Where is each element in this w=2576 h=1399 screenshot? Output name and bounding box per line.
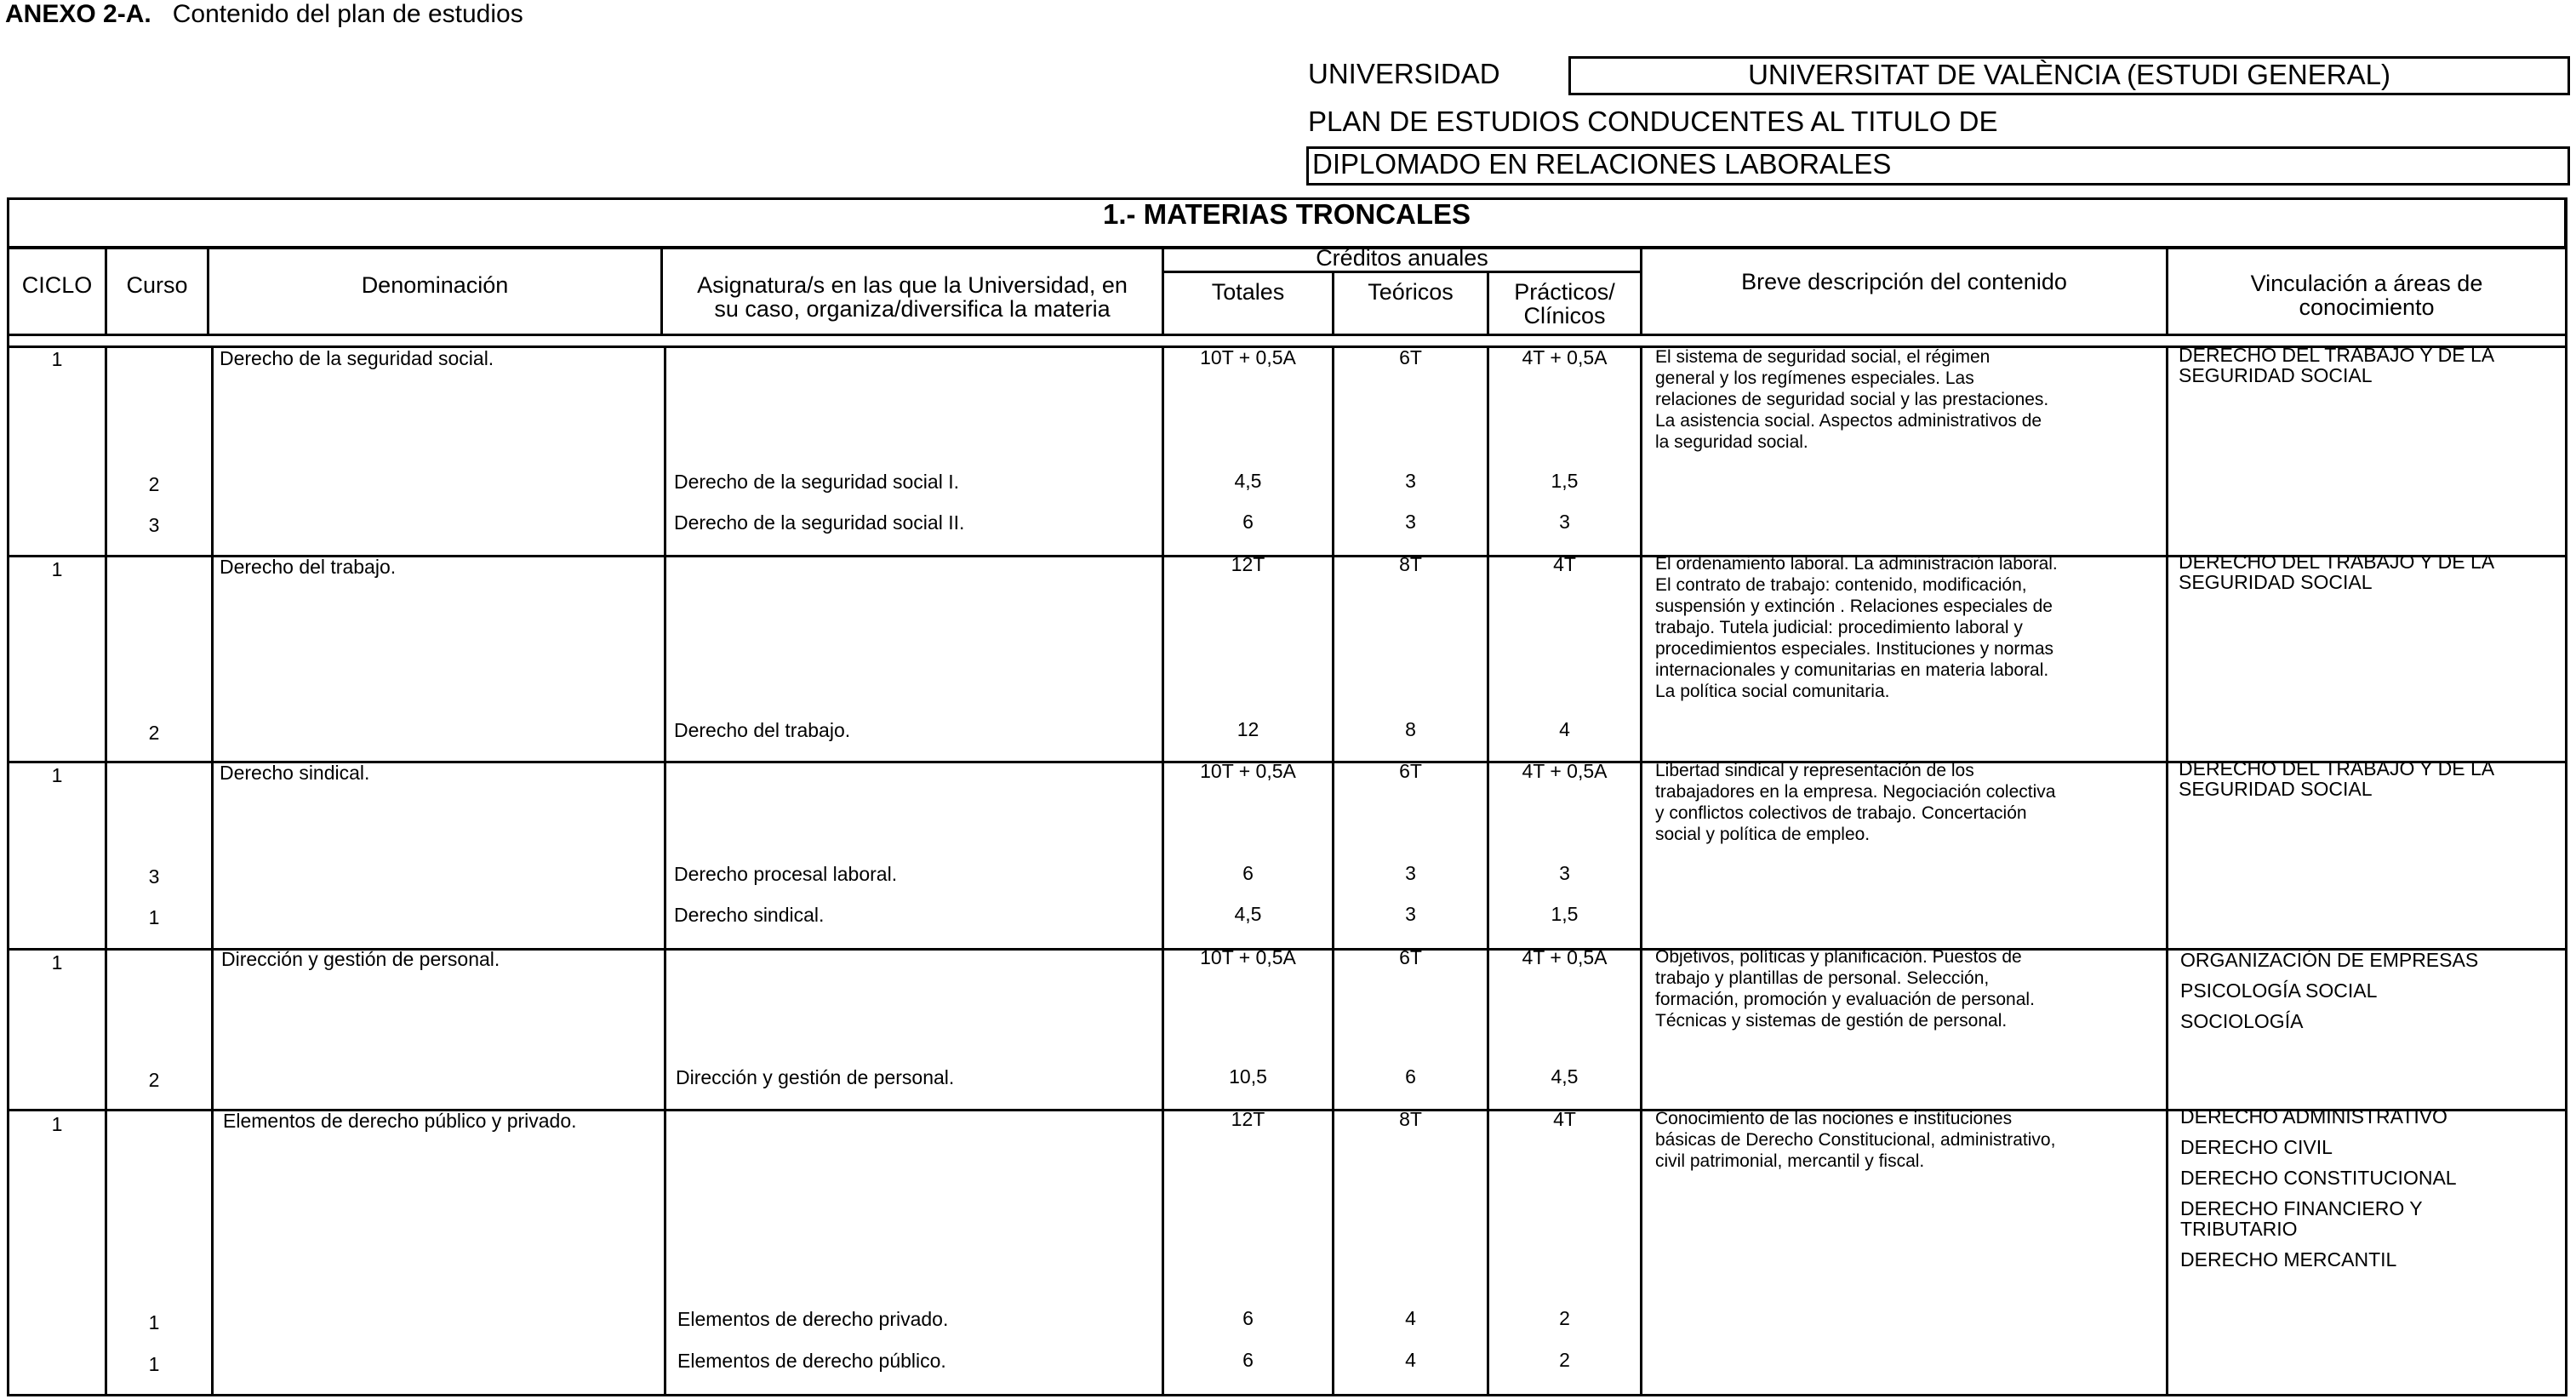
descripcion-line: social y política de empleo. bbox=[1655, 825, 1871, 844]
descripcion-line: básicas de Derecho Constitucional, administrativo, bbox=[1655, 1130, 2056, 1150]
header-creditos: Créditos anuales bbox=[1316, 245, 1488, 271]
subject-curso: 1 bbox=[148, 1311, 160, 1333]
subject-totales: 10,5 bbox=[1229, 1065, 1267, 1088]
header-asignatura-1: Asignatura/s en las que la Universidad, en bbox=[697, 272, 1128, 298]
subject-nombre: Derecho de la seguridad social II. bbox=[674, 511, 965, 534]
plan-label: PLAN DE ESTUDIOS CONDUCENTES AL TITULO DE bbox=[1308, 106, 1998, 137]
block-teoricos: 6T bbox=[1399, 346, 1422, 368]
block-teoricos: 8T bbox=[1399, 553, 1422, 575]
descripcion-line: El contrato de trabajo: contenido, modificación, bbox=[1655, 575, 2027, 595]
subject-totales: 4,5 bbox=[1234, 903, 1262, 925]
subject-practicos: 3 bbox=[1559, 511, 1570, 533]
block-denominacion: Dirección y gestión de personal. bbox=[221, 948, 500, 970]
area-line: DERECHO DEL TRABAJO Y DE LA bbox=[2179, 757, 2495, 779]
subject-totales: 12 bbox=[1237, 718, 1259, 740]
subject-practicos: 1,5 bbox=[1551, 470, 1579, 492]
header-practicos-1: Prácticos/ bbox=[1514, 279, 1615, 305]
col-line bbox=[2565, 197, 2567, 1396]
annex-code: ANEXO 2-A. bbox=[5, 0, 151, 28]
block-totales: 10T + 0,5A bbox=[1200, 346, 1296, 368]
block-practicos: 4T + 0,5A bbox=[1522, 760, 1608, 782]
block-ciclo: 1 bbox=[51, 764, 63, 786]
subject-nombre: Derecho de la seguridad social I. bbox=[674, 471, 959, 493]
block-descripcion bbox=[1655, 553, 2162, 702]
block-teoricos: 8T bbox=[1399, 1108, 1422, 1130]
annex-heading bbox=[5, 0, 523, 29]
header-teoricos: Teóricos bbox=[1368, 279, 1454, 305]
subject-teoricos: 8 bbox=[1405, 718, 1416, 740]
subject-practicos: 4 bbox=[1559, 718, 1570, 740]
body-bottom-line bbox=[7, 1394, 2567, 1396]
area-line: ORGANIZACIÓN DE EMPRESAS bbox=[2180, 949, 2479, 971]
university-value: UNIVERSITAT DE VALÈNCIA (ESTUDI GENERAL) bbox=[1568, 56, 2570, 95]
header-asignatura-2: su caso, organiza/diversifica la materia bbox=[714, 296, 1111, 322]
descripcion-line: Conocimiento de las nociones e instituciones bbox=[1655, 1109, 2013, 1128]
subject-nombre: Elementos de derecho privado. bbox=[677, 1308, 949, 1330]
block-areas bbox=[2180, 945, 2478, 1036]
block-practicos: 4T bbox=[1553, 553, 1576, 575]
subject-practicos: 4,5 bbox=[1551, 1065, 1579, 1088]
header-vinculacion-1: Vinculación a áreas de bbox=[2250, 271, 2483, 296]
subject-nombre: Derecho sindical. bbox=[674, 904, 825, 926]
subject-curso: 2 bbox=[148, 1069, 160, 1091]
block-areas bbox=[2180, 1106, 2457, 1270]
descripcion-line: Libertad sindical y representación de los bbox=[1655, 761, 1974, 780]
descripcion-line: formación, promoción y evaluación de personal. bbox=[1655, 990, 2035, 1009]
descripcion-line: Técnicas y sistemas de gestión de personal. bbox=[1655, 1011, 2008, 1031]
block-descripcion bbox=[1655, 1108, 2162, 1172]
area-line: DERECHO DEL TRABAJO Y DE LA bbox=[2179, 344, 2495, 366]
block-ciclo: 1 bbox=[51, 558, 63, 580]
descripcion-line: civil patrimonial, mercantil y fiscal. bbox=[1655, 1151, 1925, 1171]
subject-teoricos: 3 bbox=[1405, 862, 1416, 884]
header-vinculacion-2: conocimiento bbox=[2299, 294, 2435, 320]
header-denominacion: Denominación bbox=[361, 272, 509, 298]
block-totales: 12T bbox=[1231, 553, 1265, 575]
block-areas bbox=[2179, 345, 2494, 385]
block-descripcion bbox=[1655, 346, 2162, 453]
area-line: SEGURIDAD SOCIAL bbox=[2179, 778, 2373, 800]
area-line: SEGURIDAD SOCIAL bbox=[2179, 364, 2373, 386]
block-totales: 10T + 0,5A bbox=[1200, 760, 1296, 782]
descripcion-line: trabajadores en la empresa. Negociación colectiva bbox=[1655, 782, 2056, 802]
descripcion-line: y conflictos colectivos de trabajo. Concertación bbox=[1655, 803, 2027, 823]
descripcion-line: la seguridad social. bbox=[1655, 432, 1808, 452]
creditos-subline bbox=[1162, 271, 1640, 273]
subject-curso: 1 bbox=[148, 1353, 160, 1375]
descripcion-line: trabajo. Tutela judicial: procedimiento laboral y bbox=[1655, 618, 2023, 637]
descripcion-line: trabajo y plantillas de personal. Selección, bbox=[1655, 968, 1990, 988]
descripcion-line: Objetivos, políticas y planificación. Puestos de bbox=[1655, 947, 2022, 967]
block-areas bbox=[2179, 758, 2494, 799]
block-ciclo: 1 bbox=[51, 951, 63, 974]
block-denominacion: Derecho de la seguridad social. bbox=[220, 347, 494, 369]
subject-curso: 2 bbox=[148, 473, 160, 495]
descripcion-line: El sistema de seguridad social, el régimen bbox=[1655, 347, 1991, 367]
block-denominacion: Derecho del trabajo. bbox=[220, 556, 397, 578]
area-line: SOCIOLOGÍA bbox=[2180, 1010, 2304, 1032]
header-totales: Totales bbox=[1211, 279, 1285, 305]
subject-nombre: Elementos de derecho público. bbox=[677, 1350, 946, 1372]
block-ciclo: 1 bbox=[51, 348, 63, 370]
descripcion-line: internacionales y comunitarias en materia laboral. bbox=[1655, 660, 2049, 680]
block-practicos: 4T + 0,5A bbox=[1522, 346, 1608, 368]
area-line: TRIBUTARIO bbox=[2180, 1218, 2298, 1240]
subject-curso: 2 bbox=[148, 722, 160, 744]
subject-totales: 4,5 bbox=[1234, 470, 1262, 492]
header-descripcion: Breve descripción del contenido bbox=[1741, 269, 2067, 294]
subject-nombre: Derecho procesal laboral. bbox=[674, 863, 898, 885]
descripcion-line: La política social comunitaria. bbox=[1655, 682, 1890, 701]
subject-practicos: 3 bbox=[1559, 862, 1570, 884]
block-denominacion: Derecho sindical. bbox=[220, 762, 370, 784]
subject-curso: 1 bbox=[148, 906, 160, 928]
block-denominacion: Elementos de derecho público y privado. bbox=[223, 1110, 577, 1132]
descripcion-line: general y los regímenes especiales. Las bbox=[1655, 368, 1974, 388]
subject-totales: 6 bbox=[1242, 511, 1254, 533]
descripcion-line: El ordenamiento laboral. La administración laboral. bbox=[1655, 554, 2058, 574]
subject-nombre: Derecho del trabajo. bbox=[674, 719, 851, 741]
subject-teoricos: 3 bbox=[1405, 903, 1416, 925]
area-line: DERECHO MERCANTIL bbox=[2180, 1248, 2397, 1271]
subject-totales: 6 bbox=[1242, 862, 1254, 884]
area-line: DERECHO ADMINISTRATIVO bbox=[2180, 1105, 2447, 1128]
descripcion-line: relaciones de seguridad social y las prestaciones. bbox=[1655, 390, 2049, 409]
subject-teoricos: 6 bbox=[1405, 1065, 1416, 1088]
block-totales: 10T + 0,5A bbox=[1200, 946, 1296, 968]
subject-totales: 6 bbox=[1242, 1349, 1254, 1371]
area-line: SEGURIDAD SOCIAL bbox=[2179, 571, 2373, 593]
subject-totales: 6 bbox=[1242, 1307, 1254, 1329]
subject-practicos: 2 bbox=[1559, 1349, 1570, 1371]
area-line: DERECHO DEL TRABAJO Y DE LA bbox=[2179, 551, 2495, 573]
descripcion-line: suspensión y extinción . Relaciones especiales de bbox=[1655, 597, 2053, 616]
subject-teoricos: 3 bbox=[1405, 511, 1416, 533]
area-line: DERECHO CIVIL bbox=[2180, 1136, 2333, 1158]
col-line bbox=[211, 345, 214, 1396]
header-ciclo: CICLO bbox=[21, 272, 93, 298]
subject-practicos: 1,5 bbox=[1551, 903, 1579, 925]
block-areas bbox=[2179, 551, 2494, 592]
university-label: UNIVERSIDAD bbox=[1308, 58, 1500, 89]
col-line bbox=[664, 345, 666, 1396]
area-line: PSICOLOGÍA SOCIAL bbox=[2180, 979, 2378, 1002]
descripcion-line: La asistencia social. Aspectos administrativos de bbox=[1655, 411, 2042, 431]
block-teoricos: 6T bbox=[1399, 760, 1422, 782]
plan-value: DIPLOMADO EN RELACIONES LABORALES bbox=[1306, 146, 2570, 186]
subject-curso: 3 bbox=[148, 865, 160, 888]
block-teoricos: 6T bbox=[1399, 946, 1422, 968]
descripcion-line: procedimientos especiales. Instituciones y normas bbox=[1655, 639, 2054, 659]
subject-curso: 3 bbox=[148, 514, 160, 536]
table-title: 1.- MATERIAS TRONCALES bbox=[7, 197, 2567, 248]
subject-practicos: 2 bbox=[1559, 1307, 1570, 1329]
area-line: DERECHO FINANCIERO Y bbox=[2180, 1197, 2423, 1219]
block-practicos: 4T + 0,5A bbox=[1522, 946, 1608, 968]
header-curso: Curso bbox=[126, 272, 188, 298]
subject-teoricos: 3 bbox=[1405, 470, 1416, 492]
area-line: DERECHO CONSTITUCIONAL bbox=[2180, 1167, 2457, 1189]
col-line bbox=[1640, 345, 1642, 1396]
header-practicos-2: Clínicos bbox=[1523, 303, 1606, 328]
block-descripcion bbox=[1655, 946, 2162, 1031]
block-descripcion bbox=[1655, 760, 2162, 845]
block-totales: 12T bbox=[1231, 1108, 1265, 1130]
subject-nombre: Dirección y gestión de personal. bbox=[676, 1066, 955, 1088]
subject-teoricos: 4 bbox=[1405, 1349, 1416, 1371]
annex-title: Contenido del plan de estudios bbox=[172, 0, 523, 28]
col-line bbox=[2166, 345, 2168, 1396]
block-ciclo: 1 bbox=[51, 1113, 63, 1135]
block-practicos: 4T bbox=[1553, 1108, 1576, 1130]
col-line bbox=[7, 197, 9, 1396]
subject-teoricos: 4 bbox=[1405, 1307, 1416, 1329]
header-bottom-line bbox=[7, 334, 2567, 336]
